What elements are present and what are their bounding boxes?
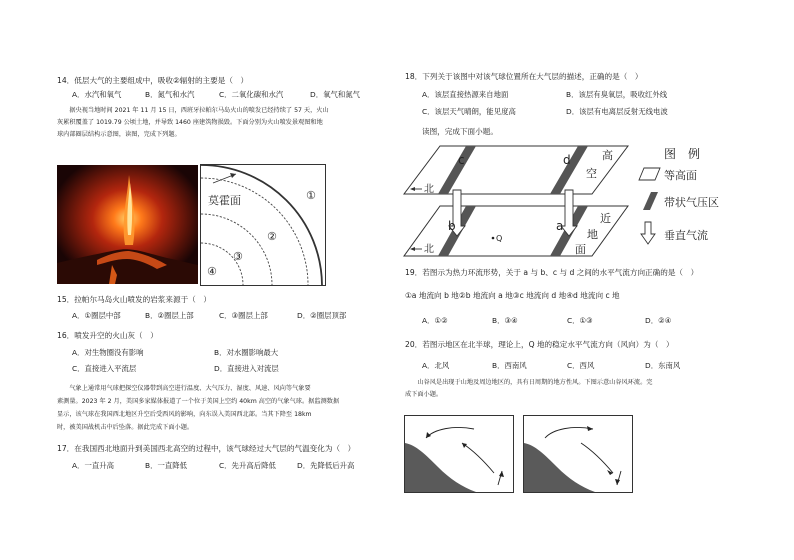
- passage2-line3: 显示，该气球在我国西北地区升空后受西风的影响，向东误入美国西北部。当其下降至 18km: [57, 411, 312, 418]
- q15-option-b[interactable]: B．②圈层上部: [145, 311, 194, 320]
- fig2-intro: 读图，完成下面小题。: [422, 127, 498, 136]
- label-high: 高: [602, 149, 613, 162]
- q18-option-b[interactable]: B．该层有臭氧层，吸收红外线: [566, 90, 668, 99]
- q14-stem: 14．低层大气的主要组成中，吸收②辐射的主要是（ ）: [57, 76, 249, 85]
- q18-option-a[interactable]: A．该层直接热源来自地面: [422, 90, 509, 99]
- label-north-top: 北: [424, 184, 434, 195]
- label-c: c: [458, 153, 465, 167]
- isobar-legend-icon: [639, 168, 660, 180]
- passage2-line2: 素测量。2023 年 2 月，美国多家媒体报道了一个位于美国上空约 40km 高空的气象气球。据监测数据: [57, 398, 340, 405]
- legend-title: 图 例: [664, 147, 701, 161]
- label-north-bottom: 北: [424, 244, 434, 255]
- q15-option-a[interactable]: A．①圈层中部: [72, 311, 121, 320]
- legend-isobar: 等高面: [664, 169, 697, 182]
- belt-legend-icon: [643, 192, 658, 210]
- q14-option-c[interactable]: C．二氧化碳和水汽: [219, 90, 284, 99]
- volcano-photo: [57, 165, 198, 284]
- q19-option-d[interactable]: D．②④: [645, 316, 672, 325]
- q18-option-d[interactable]: D．该层有电离层反射无线电波: [566, 107, 668, 116]
- pressure-belt-diagram: [402, 142, 732, 260]
- q20-stem: 20．若图示地区在北半球，理论上，Q 地的稳定水平气流方向（风向）为（ ）: [405, 340, 674, 349]
- q15-stem: 15．拉帕尔马岛火山喷发的岩浆来源于（ ）: [57, 295, 211, 304]
- q16-option-a[interactable]: A．对生物圈没有影响: [72, 348, 144, 357]
- layer-label-4: ④: [207, 265, 217, 278]
- vertical-flow-legend-icon: [641, 222, 655, 244]
- legend-belt: 带状气压区: [664, 196, 719, 209]
- q19-option-c[interactable]: C．①③: [567, 316, 593, 325]
- q17-option-a[interactable]: A．一直升高: [72, 461, 115, 470]
- q16-option-d[interactable]: D．直接进入对流层: [214, 364, 279, 373]
- q16-stem: 16．喷发升空的火山灰（ ）: [57, 331, 158, 340]
- layer-label-1: ①: [306, 189, 316, 202]
- label-a: a: [556, 219, 564, 233]
- passage3-line1: 山谷风是出现于山地及周边地区的，具有日周期的地方性风。下图示意山谷风环流。完: [405, 379, 653, 386]
- q20-option-d[interactable]: D．东南风: [645, 361, 681, 370]
- legend-vertical: 垂直气流: [664, 229, 708, 242]
- q15-option-c[interactable]: C．③圈层上部: [219, 311, 268, 320]
- q20-option-c[interactable]: C．西风: [567, 361, 595, 370]
- label-surface: 面: [575, 243, 586, 256]
- q17-option-c[interactable]: C．先升高后降低: [219, 461, 276, 470]
- passage1-line3: 球内部圈层结构示意图，读图，完成下列题。: [57, 131, 181, 138]
- label-near: 近: [600, 212, 611, 225]
- q14-option-a[interactable]: A．水汽和氧气: [72, 90, 122, 99]
- q14-option-d[interactable]: D．氧气和氮气: [310, 90, 361, 99]
- q20-option-b[interactable]: B．西南风: [492, 361, 527, 370]
- q17-option-d[interactable]: D．先降低后升高: [297, 461, 355, 470]
- q19-option-a[interactable]: A．①②: [422, 316, 448, 325]
- q18-stem: 18．下列关于该图中对该气球位置所在大气层的描述，正确的是（ ）: [405, 72, 643, 81]
- moho-label: 莫霍面: [208, 194, 241, 207]
- label-q: Q: [496, 234, 503, 243]
- q14-option-b[interactable]: B．氮气和水汽: [145, 90, 195, 99]
- earth-layers-diagram: [200, 164, 326, 286]
- q17-stem: 17．在我国西北地面升到美国西北高空的过程中，该气球经过大气层的气温变化为（ ）: [57, 444, 356, 453]
- q17-option-b[interactable]: B．一直降低: [145, 461, 188, 470]
- layer-label-3: ③: [233, 250, 243, 263]
- q19-option-b[interactable]: B．③④: [492, 316, 518, 325]
- valley-wind-panel-left: [405, 416, 514, 493]
- label-b: b: [448, 219, 456, 233]
- valley-wind-panel-right: [524, 416, 633, 493]
- q19-stem: 19．若图示为热力环流形势，关于 a 与 b、c 与 d 之间的水平气流方向正确的是（ ）: [405, 268, 699, 277]
- mountain-valley-wind-diagram: [404, 415, 634, 493]
- q16-option-b[interactable]: B．对水圈影响最大: [214, 348, 279, 357]
- q18-option-c[interactable]: C．该层天气晴朗，能见度高: [422, 107, 516, 116]
- q16-option-c[interactable]: C．直接进入平流层: [72, 364, 137, 373]
- q15-option-d[interactable]: D．②圈层顶部: [297, 311, 347, 320]
- label-d: d: [563, 153, 571, 167]
- passage2-line4: 时，被美国战机击中后坠落。据此完成下面小题。: [57, 424, 194, 431]
- q20-option-a[interactable]: A．北风: [422, 361, 450, 370]
- passage3-line2: 成下面小题。: [405, 391, 443, 398]
- passage2-line1: 气象上通常用气球把探空仪器带到高空进行温度、大气压力、湿度、风速、风向等气象要: [57, 385, 311, 392]
- passage1-line2: 灰累积覆盖了 1019.79 公顷土地，并导致 1460 座建筑物损毁。下面分别为火山喷发景观图和地: [57, 119, 323, 126]
- label-ground: 地: [587, 228, 598, 241]
- layer-label-2: ②: [267, 230, 277, 243]
- label-sky: 空: [586, 167, 597, 180]
- q19-choices: ①a 地流向 b 地②b 地流向 a 地③c 地流向 d 地④d 地流向 c 地: [405, 291, 620, 300]
- passage1-line1: 据央视当地时间 2021 年 11 月 15 日，西班牙拉帕尔马岛火山的喷发已经持续了 57 天，火山: [57, 107, 329, 114]
